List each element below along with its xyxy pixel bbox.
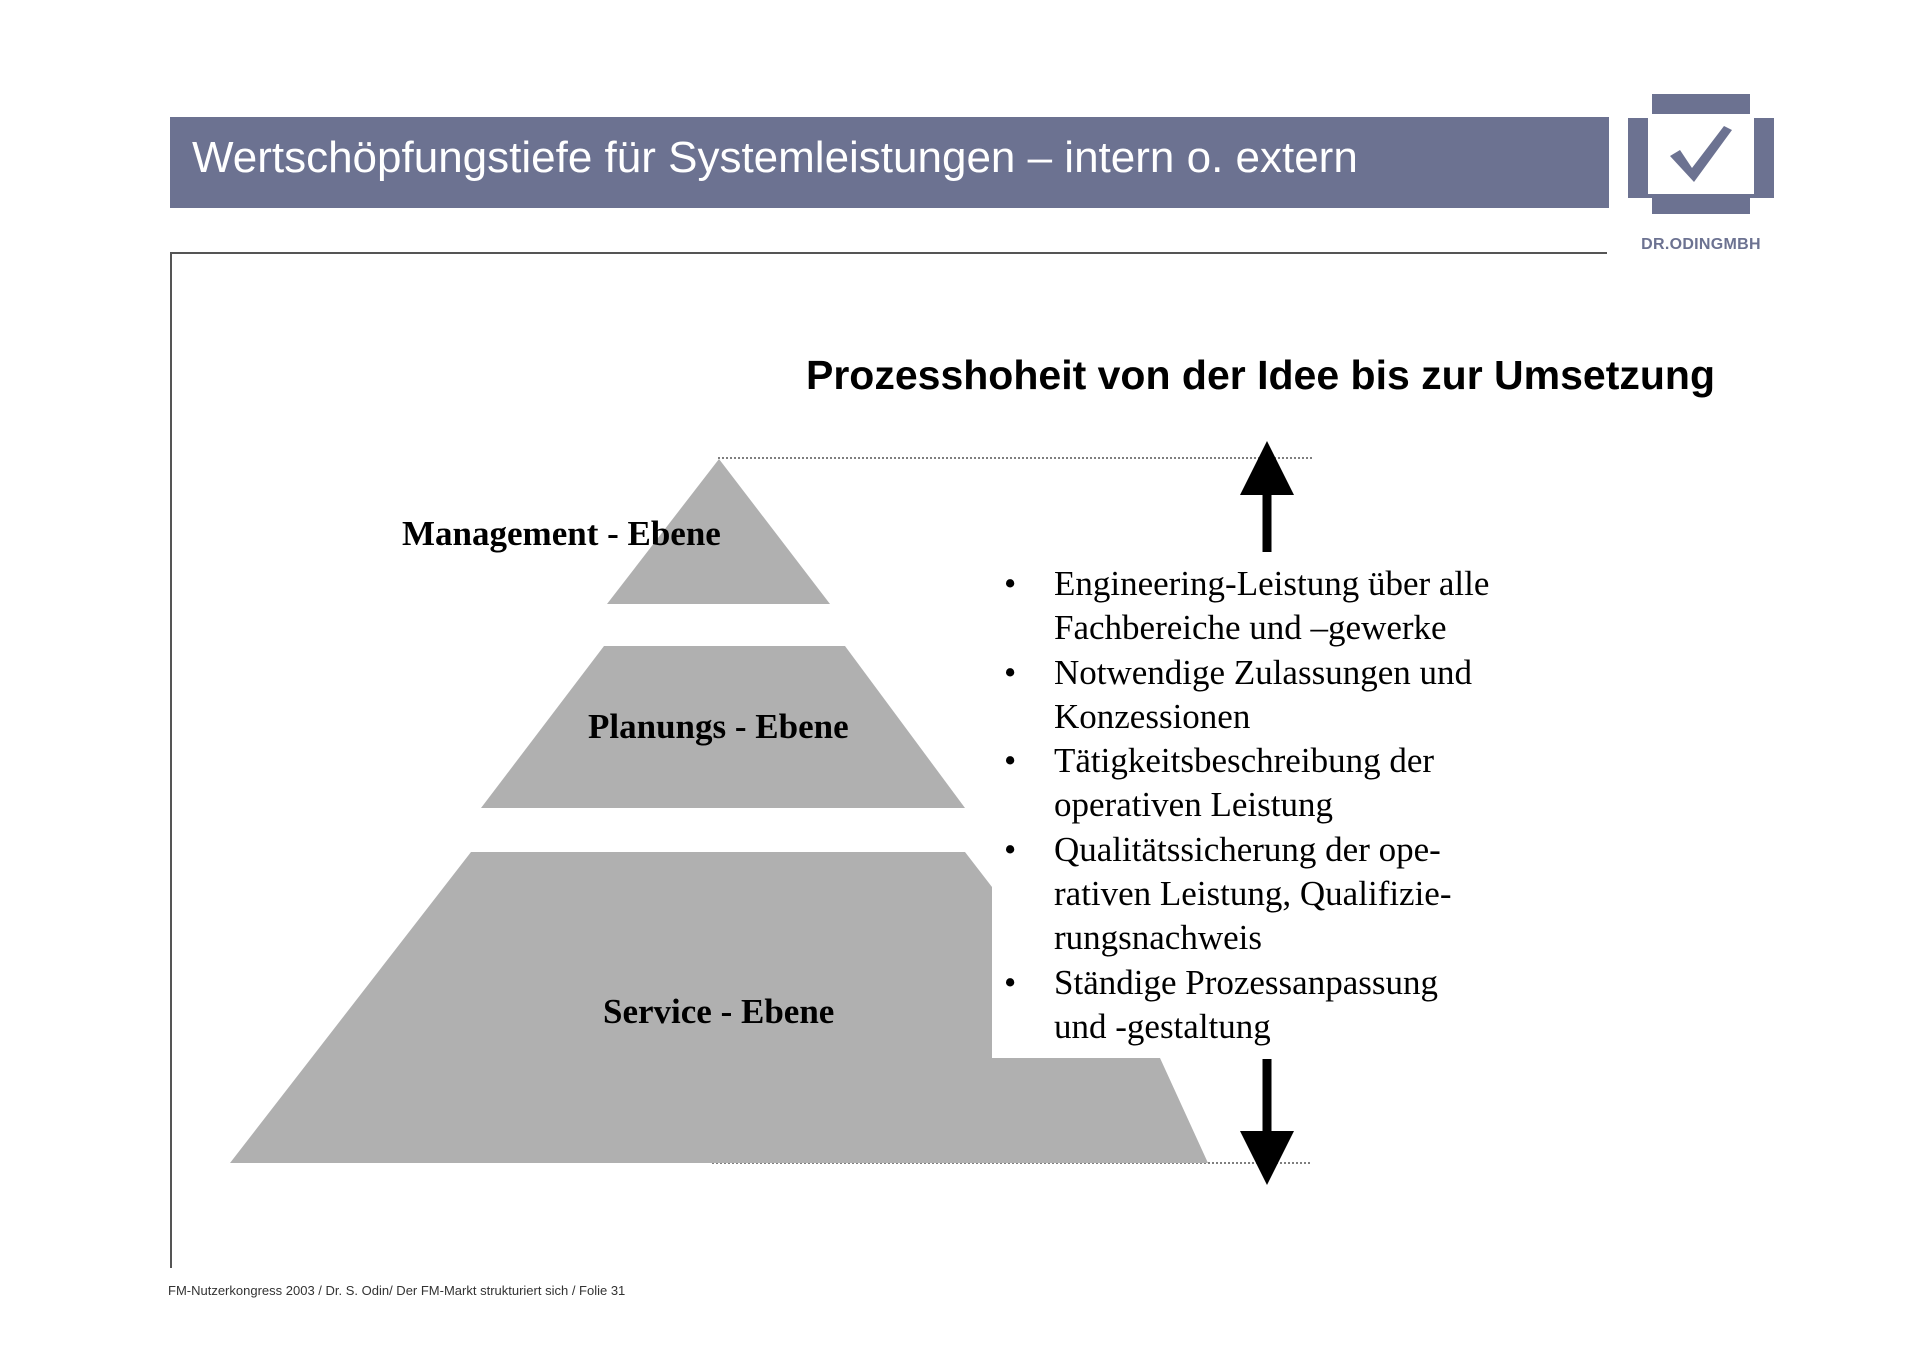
bullet-list [1000, 562, 1489, 1049]
bullet-line: und -gestaltung [1054, 1006, 1271, 1046]
bullet-item-prozess [1000, 961, 1489, 1050]
level-label-management: Management - Ebene [402, 514, 721, 553]
bullet-item-taetigkeit [1000, 739, 1489, 828]
bullet-line: Engineering-Leistung über alle [1054, 564, 1490, 603]
bullet-icon: • [1004, 564, 1017, 603]
diagram-subtitle: Prozesshoheit von der Idee bis zur Umsetzung [806, 352, 1716, 398]
bullet-icon: • [1004, 741, 1017, 781]
slide-title: Wertschöpfungstiefe für Systemleistungen – intern o. extern [192, 133, 1358, 182]
bullet-icon: • [1004, 829, 1017, 869]
level-label-service: Service - Ebene [603, 992, 835, 1031]
level-label-planung: Planungs - Ebene [588, 707, 849, 746]
bullet-line: Notwendige Zulassungen und [1054, 652, 1472, 692]
logo-wordmark: DR.ODINGMBH [1641, 236, 1761, 253]
bullet-line: rungsnachweis [1054, 918, 1263, 958]
bullet-line: Tätigkeitsbeschreibung der [1054, 741, 1435, 781]
bullet-line: Qualitätssicherung der ope- [1054, 829, 1441, 869]
bullet-line: Ständige Prozessanpassung [1054, 962, 1438, 1002]
slide-footer: FM-Nutzerkongress 2003 / Dr. S. Odin/ Der FM-Markt strukturiert sich / Folie 31 [168, 1283, 626, 1298]
bullet-line: operativen Leistung [1054, 785, 1333, 825]
bullet-line: Konzessionen [1054, 696, 1251, 736]
bullet-icon: • [1004, 652, 1017, 692]
bullet-item-engineering [1000, 562, 1489, 651]
bullet-item-zulassungen [1000, 651, 1489, 740]
bullet-icon: • [1004, 962, 1017, 1002]
bullet-line: rativen Leistung, Qualifizie- [1054, 874, 1452, 914]
bullet-line: Fachbereiche und –gewerke [1054, 608, 1447, 648]
bullet-item-qualitaet [1000, 828, 1489, 961]
